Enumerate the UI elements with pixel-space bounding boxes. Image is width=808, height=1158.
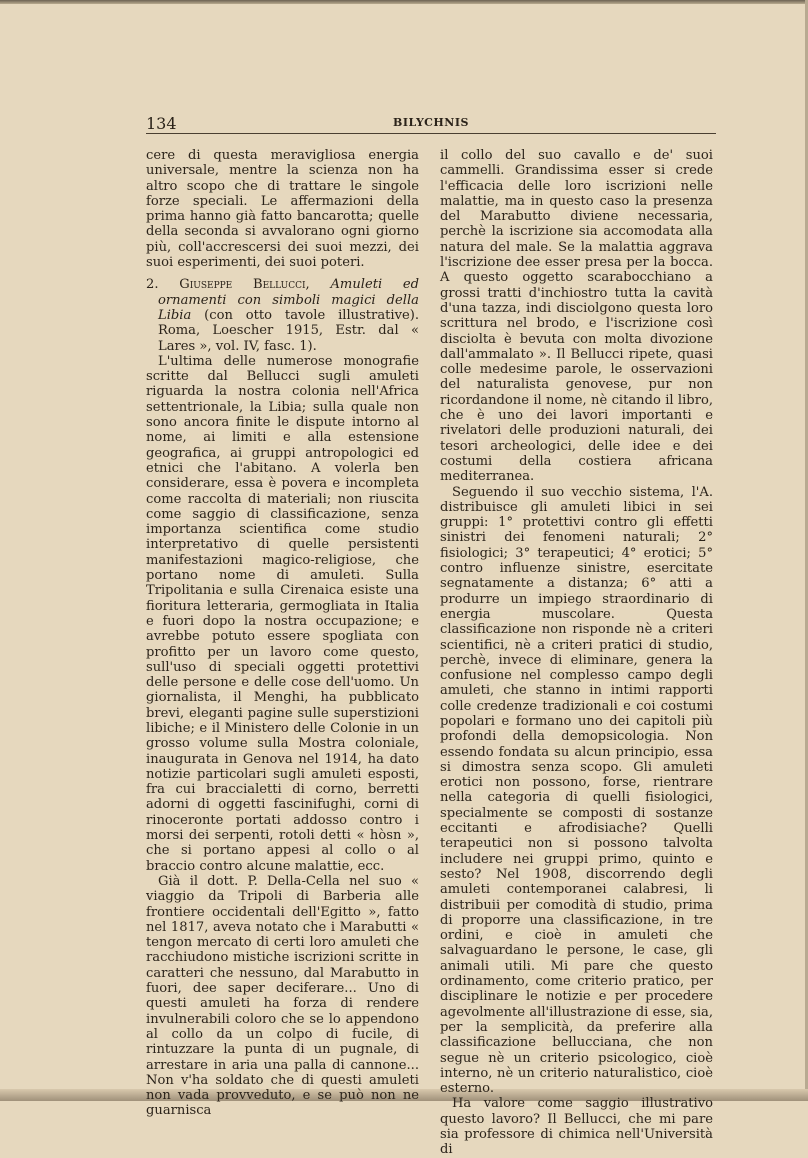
paragraph: Seguendo il suo vecchio sistema, l'A. distribuisce gli amuleti libici in sei gruppi: 1° protettivi contro gli effetti sinistri dei fenomeni naturali; 2° fisiologici; 3° terapeutici; 4° erotici; 5° contro influenze sinistre, esercitate segnatamente a distanza; 6° atti a produrre un impiego straordinario di energia muscolare. Questa classificazione non risponde nè a criteri scientifici, nè a criteri pratici di studio, perchè, invece di eliminare, genera la confusione nel complesso campo degli amuleti, che stanno in intimi rapporti colle credenze tradizionali e coi costumi popolari e formano uno dei capitoli più profondi della demopsicologia. Non essendo fondata su alcun principio, essa si dimostra senza scopo. Gli amuleti erotici non possono, forse, rientrare nella categoria di quelli fisiologici, specialmente se composti di sostanze eccitanti e afrodisiache? Quelli terapeutici non si possono talvolta includere nei gruppi primo, quinto e sesto? Nel 1908, discorrendo degli amuleti contemporanei calabresi, li distribuii per comodità di studio, prima di proporre una classificazione, in tre ordini, e cioè in amuleti che salvaguardano le persone, le case, gli animali utili. Mi pare che questo ordinamento, come criterio pratico, per disciplinare le notizie e per procedere agevolmente all'illustrazione di esse, sia, per la semplicità, da preferire alla classificazione bellucciana, che non segue nè un criterio psicologico, cioè interno, nè un criterio naturalistico, cioè esterno. [440,484,713,1097]
left-column [146,148,419,1119]
paragraph-continuation: cere di questa meravigliosa energia universale, mentre la scienza non ha altro scopo che di trattare le singole forze speciali. Le affermazioni della prima hanno già fatto bancarotta; quelle della seconda si avvalorano ogni giorno più, coll'accrescersi dei suoi mezzi, dei suoi esperimenti, dei suoi poteri. [146,148,419,271]
paragraph: Già il dott. P. Della-Cella nel suo « viaggio da Tripoli di Barberia alle frontiere occidentali dell'Egitto », fatto nel 1817, aveva notato che i Marabutti « tengon mercato di certi loro amuleti che racchiudono mistiche iscrizioni scritte in caratteri che nessuno, dal Marabutto in fuori, dee saper deciferare... Uno di questi amuleti ha forza di rendere invulnerabili coloro che se lo appendono al collo da un colpo di fucile, di rintuzzare la punta di un pugnale, di arrestare in aria una palla di cannone... Non v'ha soldato che di questi amuleti non vada provveduto, e se può non ne guarnisca [146,873,419,1119]
reference-author: Giuseppe Bellucci, [179,277,310,293]
right-column [440,148,713,1158]
header-rule [146,133,716,134]
paragraph-continuation: il collo del suo cavallo e de' suoi cammelli. Grandissima esser si crede l'efficacia delle loro iscrizioni nelle malattie, ma in questo caso la presenza del Marabutto diviene necessaria, perchè la iscrizione sia accomodata alla natura del male. Se la malattia aggrava l'iscrizione dee esser presa per la bocca. A questo oggetto scarabocchiano a grossi tratti d'inchiostro tutta la cavità d'una tazza, indi disciolgono questa loro scrittura nel brodo, e l'iscrizione così disciolta è bevuta con molta divozione dall'ammalato ». Il Bellucci ripete, quasi colle medesime parole, le osservazioni del naturalista genovese, pur non ricordandone il nome, nè citando il libro, che è uno dei lavori importanti e rivelatori delle produzioni naturali, dei tesori archeologici, delle idee e dei costumi della costiera africana mediterranea. [440,148,713,485]
scan-edge-top [0,0,808,4]
reference-number: 2. [146,277,159,293]
paragraph: L'ultima delle numerose monografie scritte dal Bellucci sugli amuleti riguarda la nostra colonia nell'Africa settentrionale, la Libia; sulla quale non sono ancora finite le dispute intorno al nome, ai limiti e alla estensione geografica, ai gruppi antropologici ed etnici che l'abitano. A volerla ben considerare, essa è povera e incompleta come raccolta di materiali; non riuscita come saggio di classificazione, senza importanza scientifica come studio interpretativo di quelle persistenti manifestazioni magico-religiose, che portano nome di amuleti. Sulla Tripolitania e sulla Cirenaica esiste una fioritura letteraria, germogliata in Italia e fuori dopo la nostra occupazione; e avrebbe potuto essere spogliata con profitto per un lavoro come questo, sull'uso di speciali oggetti protettivi delle persone e delle cose dell'uomo. Un giornalista, il Menghi, ha pubblicato brevi, eleganti pagine sulle superstizioni libiche; e il Ministero delle Colonie in un grosso volume sulla Mostra coloniale, inaugurata in Genova nel 1914, ha dato notizie particolari sugli amuleti esposti, fra cui braccialetti di corno, berretti adorni di oggetti fascinifughi, corni di rinoceronte portati addosso contro i morsi dei serpenti, rotoli detti « hòsn », che si portano appesi al collo o al braccio contro alcune malattie, ecc. [146,353,419,874]
reference-details: (con otto tavole illustrative). Roma, Loescher 1915, Estr. dal « Lares », vol. IV, fasc. 1). [158,307,419,354]
page-header [146,112,716,138]
running-title: BILYCHNIS [393,116,469,129]
paragraph: Ha valore come saggio illustrativo questo lavoro? Il Bellucci, che mi pare sia professore di chimica nell'Università di [440,1096,713,1158]
page-number: 134 [146,114,177,133]
reference-title: Amuleti ed ornamenti con simboli magici della Libia [158,277,420,323]
bibliographic-reference [146,277,419,353]
